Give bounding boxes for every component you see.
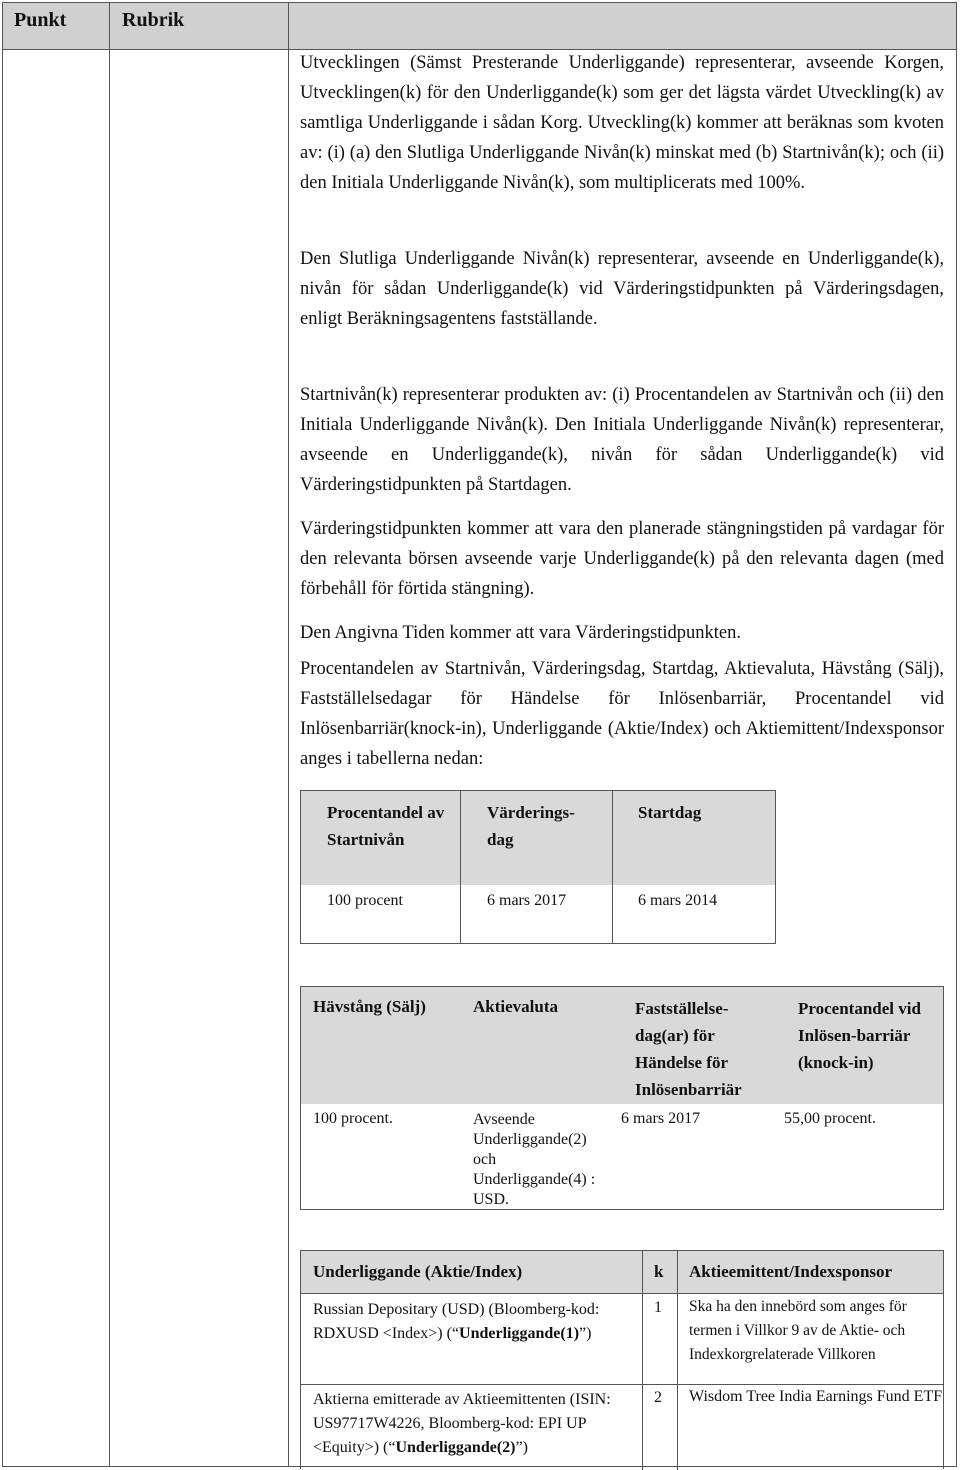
column-divider bbox=[612, 791, 613, 943]
paragraph-utveckling: Utvecklingen (Sämst Presterande Underliggande) representerar, avseende Korgen, Utvecklingen(k) för den Underliggande(k) som ger det lägsta värdet Utveckling(k) av samtliga Underliggande i sådan Korg. Utveckling(k) kommer att beräknas som kvoten av: (i) (a) den Slutliga Underliggande Nivån(k) minskat med (b) Startnivån(k); och (ii) den Initiala Underliggande Nivån(k), som multiplicerats med 100%. bbox=[300, 53, 944, 193]
th-varderingsdag: Värderings-dag bbox=[487, 803, 575, 849]
td-procentandel-inlosen: 55,00 procent. bbox=[784, 1110, 876, 1127]
header-punkt: Punkt bbox=[14, 9, 67, 31]
td-k-1: 1 bbox=[654, 1299, 662, 1316]
table-underlying bbox=[300, 1250, 944, 1469]
td-varderingsdag: 6 mars 2017 bbox=[487, 892, 567, 909]
td-underliggande-1: Russian Depositary (USD) (Bloomberg-kod: RDXUSD <Index>) (“Underliggande(1)”) bbox=[313, 1301, 600, 1342]
td-startdag: 6 mars 2014 bbox=[638, 892, 718, 909]
td-havstang: 100 procent. bbox=[313, 1110, 393, 1127]
th-underliggande: Underliggande (Aktie/Index) bbox=[313, 1262, 523, 1281]
th-procentandel: Procentandel av Startnivån bbox=[327, 803, 445, 849]
column-divider-2 bbox=[288, 2, 289, 1467]
row-divider bbox=[301, 1293, 943, 1294]
paragraph-slutliga-niva: Den Slutliga Underliggande Nivån(k) representerar, avseende en Underliggande(k), nivån för sådan Underliggande(k) vid Värderingstidpunkten på Värderingsdagen, enligt Beräkningsagentens fastställande. bbox=[300, 249, 944, 329]
td-underliggande-2: Aktierna emitterade av Aktieemittenten (ISIN: US97717W4226, Bloomberg-kod: EPI UP <Equity>) (“Underliggande(2)”) bbox=[313, 1391, 611, 1456]
header-rubrik: Rubrik bbox=[122, 9, 185, 31]
column-divider bbox=[677, 1251, 678, 1470]
column-divider-1 bbox=[109, 2, 110, 1467]
paragraph-tabell-intro: Procentandelen av Startnivån, Värderingsdag, Startdag, Aktievaluta, Hävstång (Sälj), Fastställelsedagar för Händelse för Inlösenbarriär, Procentandel vid Inlösenbarriär(knock-in), Underliggande (Aktie/Index) och Aktiemittent/Indexsponsor anges i tabellerna nedan: bbox=[300, 659, 944, 769]
td-faststallelsedag: 6 mars 2017 bbox=[621, 1110, 701, 1127]
paragraph-angivna-tiden: Den Angivna Tiden kommer att vara Värderingstidpunkten. bbox=[300, 623, 742, 643]
td-aktieemittent-2: Wisdom Tree India Earnings Fund ETF bbox=[689, 1388, 943, 1405]
td-procentandel: 100 procent bbox=[327, 892, 403, 909]
th-k: k bbox=[654, 1262, 664, 1281]
td-k-2: 2 bbox=[654, 1389, 662, 1406]
th-startdag: Startdag bbox=[638, 803, 702, 822]
th-aktieemittent: Aktieemittent/Indexsponsor bbox=[689, 1262, 893, 1281]
column-divider bbox=[460, 791, 461, 943]
th-procentandel-inlosen: Procentandel vid Inlösen-barriär (knock-in) bbox=[798, 999, 921, 1072]
table-barrier bbox=[300, 986, 944, 1210]
th-havstang: Hävstång (Sälj) bbox=[313, 997, 426, 1016]
column-divider bbox=[642, 1251, 643, 1470]
td-aktieemittent-1: Ska ha den innebörd som anges för termen i Villkor 9 av de Aktie- och Indexkorgrelaterade Villkoren bbox=[689, 1298, 907, 1363]
td-aktievaluta: Avseende Underliggande(2) och Underliggande(4) : USD. bbox=[473, 1111, 596, 1208]
th-aktievaluta: Aktievaluta bbox=[473, 997, 558, 1016]
table-start-values bbox=[300, 790, 776, 944]
paragraph-startniva: Startnivån(k) representerar produkten av: (i) Procentandelen av Startnivån och (ii) den Initiala Underliggande Nivån(k). Den Initiala Underliggande Nivån(k) representerar, avseende en Underliggande(k), nivån för sådan Underliggande(k) vid Värderingstidpunkten på Startdagen. bbox=[300, 385, 944, 495]
th-faststallelsedag: Fastställelse-dag(ar) för Händelse för Inlösenbarriär bbox=[635, 999, 742, 1099]
paragraph-varderingstidpunkt: Värderingstidpunkten kommer att vara den planerade stängningstiden på vardagar för den relevanta börsen avseende varje Underliggande(k) på den relevanta dagen (med förbehåll för förtida stängning). bbox=[300, 519, 944, 599]
